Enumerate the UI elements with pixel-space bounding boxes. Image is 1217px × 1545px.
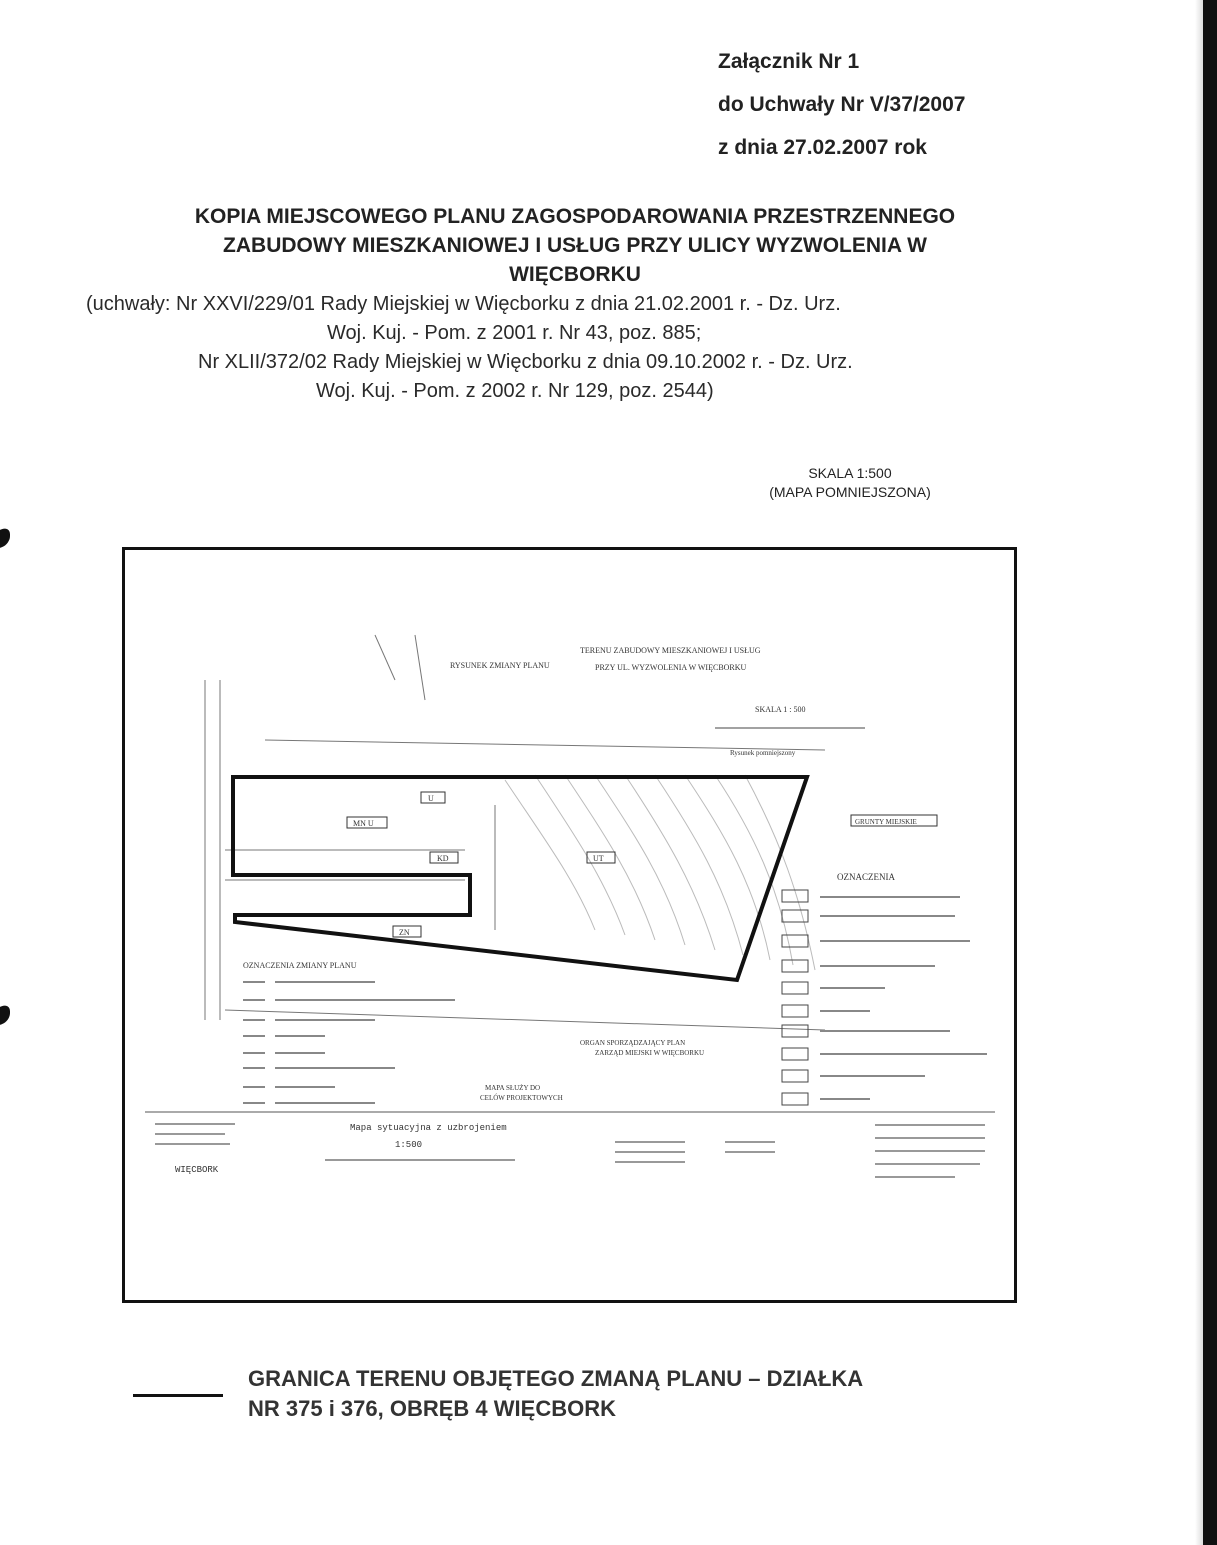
- attachment-number: Załącznik Nr 1: [718, 50, 860, 73]
- title-line: KOPIA MIEJSCOWEGO PLANU ZAGOSPODAROWANIA PRZESTRZENNEGO: [194, 205, 956, 228]
- authority-name: ZARZĄD MIEJSKI W WIĘCBORKU: [595, 1049, 705, 1057]
- base-map-details: [155, 1124, 985, 1177]
- boundary-legend-line2: NR 375 i 376, OBRĘB 4 WIĘCBORK: [248, 1396, 616, 1421]
- change-legend-items: [243, 982, 455, 1103]
- resolution-number: do Uchwały Nr V/37/2007: [718, 93, 966, 116]
- authority-title: ORGAN SPORZĄDZAJĄCY PLAN: [580, 1039, 686, 1047]
- boundary-legend-line1: GRANICA TERENU OBJĘTEGO ZMANĄ PLANU – DZIAŁKA: [248, 1366, 864, 1391]
- scale-value: SKALA 1:500: [808, 465, 892, 481]
- title-line: WIĘCBORKU: [509, 263, 641, 286]
- scale-reduced: (MAPA POMNIEJSZONA): [769, 484, 931, 500]
- plan-boundary: [233, 777, 807, 980]
- base-map-title: Mapa sytuacyjna z uzbrojeniem: [350, 1123, 507, 1133]
- scan-edge: [1203, 0, 1217, 1545]
- legend-symbols: [782, 890, 808, 1105]
- boundary-legend-line: [133, 1394, 223, 1397]
- plan-location: PRZY UL. WYZWOLENIA W WIĘCBORKU: [595, 663, 747, 672]
- zone-label-kd: KD: [437, 854, 449, 863]
- resolution-date: z dnia 27.02.2007 rok: [718, 136, 927, 159]
- punch-mark: [0, 1003, 10, 1025]
- resolution-line: Woj. Kuj. - Pom. z 2002 r. Nr 129, poz. 2544): [316, 380, 714, 402]
- base-map-scale: 1:500: [395, 1140, 423, 1150]
- scan-edge-shadow: [1195, 0, 1203, 1545]
- stamp-line: CELÓW PROJEKTOWYCH: [480, 1094, 563, 1102]
- zone-label-zn: ZN: [399, 928, 410, 937]
- plan-drawing: [125, 550, 1014, 1300]
- scale-note: [720, 464, 980, 502]
- attachment-header: [718, 40, 1048, 169]
- land-label: GRUNTY MIEJSKIE: [855, 818, 917, 826]
- contour-lines: [505, 775, 815, 970]
- zone-label-mnu: MN U: [353, 819, 374, 828]
- legend-title: OZNACZENIA: [837, 872, 895, 882]
- map-scale: SKALA 1 : 500: [755, 705, 806, 714]
- resolution-line: Woj. Kuj. - Pom. z 2001 r. Nr 43, poz. 885;: [327, 322, 702, 344]
- zone-label-u: U: [428, 794, 434, 803]
- stamp-line: MAPA SŁUŻY DO: [485, 1084, 541, 1092]
- legend-descriptions: [820, 897, 987, 1099]
- plan-map: [122, 547, 1017, 1303]
- drawing-title: RYSUNEK ZMIANY PLANU: [450, 661, 550, 670]
- change-legend-title: OZNACZENIA ZMIANY PLANU: [243, 961, 357, 970]
- place-name: WIĘCBORK: [175, 1165, 219, 1175]
- document-title: [70, 202, 1080, 289]
- boundary-legend: [248, 1364, 863, 1424]
- resolution-line: Nr XLII/372/02 Rady Miejskiej w Więcborku z dnia 09.10.2002 r. - Dz. Urz.: [198, 351, 853, 373]
- plan-title: TERENU ZABUDOWY MIESZKANIOWEJ I USŁUG: [580, 646, 761, 655]
- zone-label-ut: UT: [593, 854, 604, 863]
- punch-mark: [0, 526, 10, 548]
- title-line: ZABUDOWY MIESZKANIOWEJ I USŁUG PRZY ULICY WYZWOLENIA W: [223, 234, 927, 257]
- reduced-note: Rysunek pomniejszony: [730, 749, 796, 757]
- parcel-lines: [205, 635, 825, 1030]
- resolution-line: (uchwały: Nr XXVI/229/01 Rady Miejskiej w Więcborku z dnia 21.02.2001 r. - Dz. Urz.: [86, 293, 841, 315]
